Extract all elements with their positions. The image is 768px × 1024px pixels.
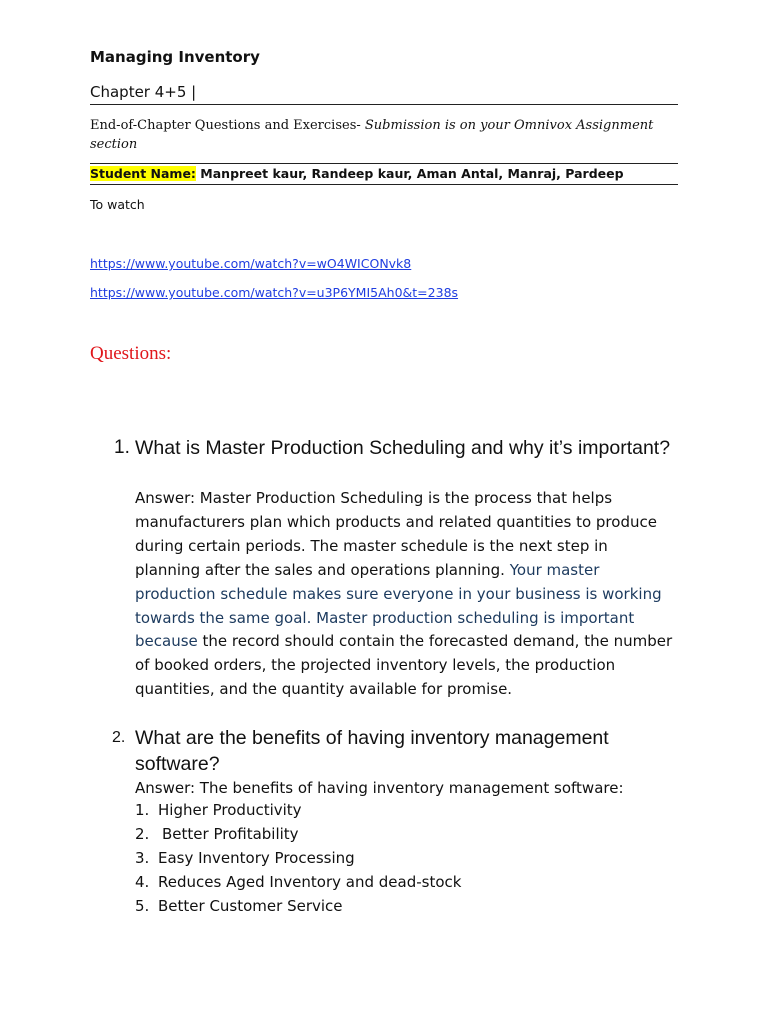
student-label: Student Name: bbox=[90, 166, 196, 181]
video-link-2[interactable]: https://www.youtube.com/watch?v=u3P6YMI5Ah0&t=238s bbox=[90, 285, 459, 300]
answer-text: Answer: Master Production Scheduling is the process that helps manufacturers plan which products and related quantities to produce during certain periods. The master schedule is the next step in planning after the sales and operations planning. bbox=[135, 489, 657, 579]
to-watch-label: To watch bbox=[90, 197, 145, 212]
question-text: What are the benefits of having inventory management software? bbox=[135, 727, 609, 775]
student-names: Manpreet kaur, Randeep kaur, Aman Antal, Manraj, Pardeep bbox=[200, 166, 624, 181]
question-number: 1. bbox=[114, 437, 130, 458]
list-item-number: 2. bbox=[135, 825, 150, 843]
exercises-submission: Submission is on your Omnivox Assignment section bbox=[90, 118, 654, 152]
question-text: What is Master Production Scheduling and why it’s important? bbox=[135, 437, 671, 459]
list-item: Better Profitability bbox=[162, 825, 299, 843]
list-item: Easy Inventory Processing bbox=[158, 849, 355, 867]
exercises-note bbox=[90, 116, 678, 154]
list-item: Higher Productivity bbox=[158, 801, 302, 819]
divider bbox=[90, 104, 678, 105]
student-names-line bbox=[90, 166, 624, 181]
list-item-number: 4. bbox=[135, 873, 150, 891]
answer-text: the record should contain the forecasted demand, the number of booked orders, the projected inventory levels, the production quantities, and the quantity available for promise. bbox=[135, 632, 673, 699]
document-title: Managing Inventory bbox=[90, 48, 260, 66]
answer-intro: Answer: The benefits of having inventory management software: bbox=[135, 779, 624, 797]
list-item: Better Customer Service bbox=[158, 897, 343, 915]
answer-highlight-text: Your master production schedule makes sure everyone in your business is working towards the same goal. Master production scheduling is important because bbox=[135, 560, 662, 651]
answer-paragraph bbox=[135, 487, 675, 702]
video-link-1[interactable]: https://www.youtube.com/watch?v=wO4WICONvk8 bbox=[90, 256, 412, 271]
list-item-number: 3. bbox=[135, 849, 150, 867]
chapter-label: Chapter 4+5 | bbox=[90, 83, 197, 101]
questions-heading: Questions: bbox=[90, 343, 172, 364]
exercises-prefix: End-of-Chapter Questions and Exercises- bbox=[90, 118, 361, 133]
list-item-number: 1. bbox=[135, 801, 150, 819]
list-item: Reduces Aged Inventory and dead-stock bbox=[158, 873, 462, 891]
divider bbox=[90, 163, 678, 164]
divider bbox=[90, 184, 678, 185]
list-item-number: 5. bbox=[135, 897, 150, 915]
question-number: 2. bbox=[112, 729, 126, 746]
